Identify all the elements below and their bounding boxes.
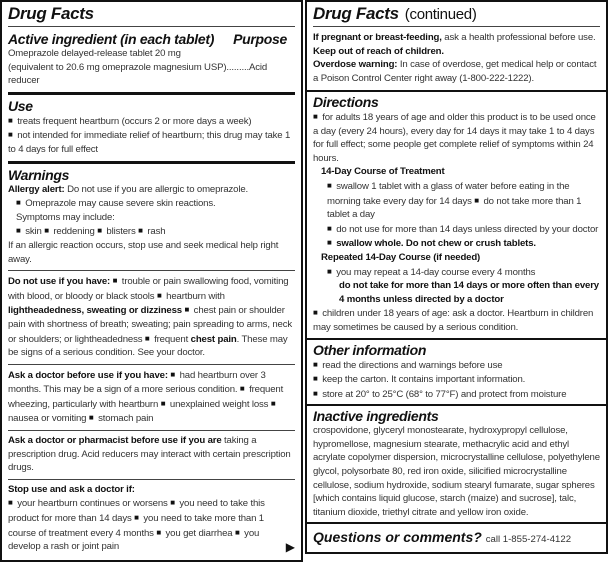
directions-section <box>305 92 608 340</box>
paragraph <box>8 239 295 266</box>
do-not-use-section <box>8 270 295 364</box>
title-text: Drug Facts <box>313 4 399 23</box>
bullet-icon: ■ <box>184 305 190 315</box>
text-run: you develop a rash or joint pain <box>8 527 260 553</box>
panel-title <box>313 4 600 27</box>
paragraph <box>8 114 295 129</box>
bullet-icon: ■ <box>170 498 175 508</box>
bullet-icon: ■ <box>313 112 318 121</box>
bullet-icon: ■ <box>8 115 13 125</box>
bullet-icon: ■ <box>313 359 318 369</box>
bold-text-run: Overdose warning: <box>313 59 398 71</box>
text-run: for adults 18 years of age and older this product is to be used once a day (every 24 hours), every day for 14 days it may take 1 to 4 days for full effect; some people get complete relief of symptoms within 24 hours. <box>313 112 596 164</box>
paragraphs <box>8 434 295 475</box>
paragraph <box>8 47 295 61</box>
text-run: heartburn with <box>163 290 225 302</box>
continue-arrow-icon: ▶ <box>285 539 295 554</box>
text-run: reddening <box>50 226 98 238</box>
bold-text-run: Do not use if you have: <box>8 276 111 288</box>
bullet-icon: ■ <box>474 195 479 205</box>
bullet-icon: ■ <box>8 130 13 140</box>
bullet-icon: ■ <box>8 498 13 508</box>
text-run: ask a health professional before use. <box>441 32 596 43</box>
bullet-icon: ■ <box>156 527 162 537</box>
text-run: trouble or pain swallowing food, vomiting with blood, or bloody or black stools <box>8 276 289 302</box>
bullet-icon: ■ <box>239 384 245 394</box>
bold-text-run: lightheadedness, sweating or dizziness <box>8 305 182 317</box>
text-run: If an allergic reaction occurs, stop use and seek medical help right away. <box>8 239 279 265</box>
text-run: children under 18 years of age: ask a doctor. Heartburn in children may sometimes be caused by a serious condition. <box>313 308 594 333</box>
panel-title <box>8 4 295 27</box>
text-run: store at 20° to 25°C (68° to 77°F) and protect from moisture <box>319 388 567 400</box>
bold-text-run: Ask a doctor or pharmacist before use if you are <box>8 435 222 447</box>
paragraph <box>8 274 295 360</box>
bullet-icon: ■ <box>234 527 240 537</box>
text-run: . These may be signs of a serious condition. See your doctor. <box>8 333 288 359</box>
bullet-icon: ■ <box>112 276 118 286</box>
text-run: Omeprazole may cause severe skin reactions. <box>22 198 216 210</box>
paragraph <box>313 265 600 280</box>
bold-text-run: 14-Day Course of Treatment <box>321 166 445 178</box>
questions-line <box>313 529 600 545</box>
drug-facts-panel-right <box>305 0 608 554</box>
text-run: crospovidone, glyceryl monostearate, hydroxypropyl cellulose, hypromellose, magnesium stearate, methacrylic acid and ethyl acrylate copolymer dispersion, microcrystalline cellulose, polyethylene glycol, polysorbate 80, red iron oxide, silicified microcrystalline cellulose, sodium hydroxide, sodium stearyl fumarate, sugar spheres [which contains liquid glucose, starch (maize) and sucrose], talc, titanium dioxide, triethyl citrate and yellow iron oxide. <box>313 425 600 518</box>
text-run: skin <box>22 226 45 238</box>
bullet-icon: ■ <box>97 226 102 236</box>
stop-use-section <box>8 479 295 558</box>
text-run: chest pain or shoulder pain with shortness of breath; sweating; pain spreading to arms, neck or shoulders; or lightheadedness <box>8 305 293 345</box>
bullet-icon: ■ <box>313 308 318 318</box>
paragraph <box>8 196 295 211</box>
paragraph <box>313 358 600 373</box>
paragraph <box>8 211 295 225</box>
other-information-heading: Other information <box>313 341 427 358</box>
bold-text-run: Keep out of reach of children. <box>313 45 444 57</box>
text-run: taking a prescription drug. Acid reducers may interact with certain prescription drugs. <box>8 435 291 474</box>
use-heading: Use <box>8 97 33 114</box>
use-section <box>8 92 295 161</box>
paragraph <box>313 306 600 334</box>
bullet-icon: ■ <box>16 226 21 236</box>
paragraph <box>313 251 600 265</box>
text-run: had heartburn over 3 months. This may be a sign of a more serious condition. <box>8 369 266 396</box>
active-ingredient-section <box>8 28 295 92</box>
continued-box <box>305 0 608 92</box>
paragraph <box>8 128 295 156</box>
paragraph <box>313 165 600 179</box>
paragraphs <box>8 368 295 426</box>
paragraph <box>313 179 600 222</box>
paragraphs <box>313 424 600 519</box>
bullet-icon: ■ <box>88 413 94 423</box>
ask-doctor-section <box>8 364 295 430</box>
directions-heading: Directions <box>313 94 379 110</box>
text-run: Do not use if you are allergic to omeprazole. <box>64 183 249 195</box>
text-run: your heartburn continues or worsens <box>14 498 171 510</box>
paragraph <box>313 31 600 45</box>
text-run: (equivalent to 20.6 mg omeprazole magnesium USP).........Acid reducer <box>8 61 268 87</box>
questions-heading: Questions or comments? <box>313 529 482 546</box>
bold-text-run: do not take for more than 14 days or more often than every 4 months unless directed by a doctor <box>339 280 599 305</box>
bullet-icon: ■ <box>170 369 176 379</box>
questions-section <box>305 524 608 554</box>
bullet-icon: ■ <box>313 388 318 398</box>
text-run: nausea or vomiting <box>8 413 89 425</box>
inactive-ingredients-section <box>305 406 608 524</box>
paragraph <box>8 183 295 197</box>
paragraph <box>8 483 281 497</box>
bullet-icon: ■ <box>327 180 332 190</box>
bullet-icon: ■ <box>144 333 150 343</box>
paragraph <box>313 387 600 402</box>
text-run: you need to take this product for more than 14 days <box>8 498 265 525</box>
text-run: you need to take more than 1 course of treatment every 4 months <box>8 513 264 539</box>
paragraph <box>313 372 600 387</box>
text-run: not intended for immediate relief of heartburn; this drug may take 1 to 4 days for full effect <box>8 130 291 155</box>
text-run: swallow 1 tablet with a glass of water before eating in the morning take every day for 14 days <box>327 180 570 207</box>
paragraph <box>8 496 281 553</box>
bold-text-run: If pregnant or breast-feeding, <box>313 32 442 43</box>
text-run: do not take more than 1 tablet a day <box>327 195 582 221</box>
warnings-section <box>8 161 295 271</box>
bullet-icon: ■ <box>138 226 143 236</box>
bold-text-run: Ask a doctor before use if you have: <box>8 369 168 381</box>
drug-facts-panel-left <box>0 0 303 562</box>
text-run: In case of overdose, get medical help or contact a Poison Control Center right away (1-800-222-1222). <box>313 59 597 84</box>
paragraph <box>313 222 600 237</box>
bullet-icon: ■ <box>327 223 332 233</box>
text-run: blisters <box>103 226 139 238</box>
text-run: stomach pain <box>95 413 154 425</box>
bold-text-run: chest pain <box>190 333 237 345</box>
text-run: Symptoms may include: <box>16 211 115 223</box>
text-run: keep the carton. It contains important information. <box>319 374 526 386</box>
bullet-icon: ■ <box>44 226 49 236</box>
paragraphs <box>8 114 295 157</box>
paragraph <box>313 58 600 85</box>
text-run: do not use for more than 14 days unless directed by your doctor <box>333 223 599 235</box>
bold-text-run: Allergy alert: <box>8 183 65 195</box>
paragraphs <box>8 47 295 88</box>
paragraph <box>8 61 295 88</box>
bullet-icon: ■ <box>327 266 332 276</box>
paragraph <box>8 368 295 426</box>
active-ingredient-header <box>8 31 295 47</box>
title-text: Drug Facts <box>8 4 94 23</box>
paragraph <box>313 45 600 59</box>
ask-pharmacist-section <box>8 430 295 479</box>
text-run: unexplained weight loss <box>167 398 271 410</box>
bullet-icon: ■ <box>160 398 166 408</box>
text-run: rash <box>144 226 166 238</box>
paragraphs <box>8 183 295 267</box>
paragraph <box>313 424 600 519</box>
bullet-icon: ■ <box>134 513 139 523</box>
paragraphs <box>313 110 600 335</box>
bold-text-run: swallow whole. Do not chew or crush tablets. <box>336 238 536 250</box>
text-run: you get diarrhea <box>163 527 235 539</box>
warnings-heading: Warnings <box>8 166 70 183</box>
paragraphs <box>8 274 295 360</box>
purpose-heading: Purpose <box>233 31 287 47</box>
paragraphs <box>313 358 600 402</box>
paragraph <box>313 279 600 306</box>
text-run: you may repeat a 14-day course every 4 months <box>333 266 536 278</box>
paragraph <box>8 224 295 239</box>
other-information-section <box>305 340 608 407</box>
bullet-icon: ■ <box>156 290 162 300</box>
bullet-icon: ■ <box>313 374 318 384</box>
phone-number: call 1-855-274-4122 <box>485 534 572 546</box>
paragraph <box>313 236 600 251</box>
paragraphs <box>8 483 281 554</box>
text-run: read the directions and warnings before use <box>319 359 503 371</box>
text-run: frequent <box>151 333 191 345</box>
bullet-icon: ■ <box>270 398 276 408</box>
paragraphs <box>313 28 600 85</box>
inactive-ingredients-heading: Inactive ingredients <box>313 408 439 425</box>
paragraph <box>313 110 600 165</box>
bullet-icon: ■ <box>16 198 21 208</box>
text-run: treats frequent heartburn (occurs 2 or more days a week) <box>14 115 252 127</box>
bold-text-run: Repeated 14-Day Course (if needed) <box>321 251 481 263</box>
text-run: frequent wheezing, particularly with heartburn <box>8 384 284 410</box>
bold-text-run: Stop use and ask a doctor if: <box>8 483 135 495</box>
text-run: Omeprazole delayed-release tablet 20 mg <box>8 48 181 59</box>
paragraph <box>8 434 295 475</box>
bullet-icon: ■ <box>327 238 332 248</box>
active-ingredient-heading: Active ingredient (in each tablet) <box>8 31 215 47</box>
title-suffix: (continued) <box>404 6 477 23</box>
